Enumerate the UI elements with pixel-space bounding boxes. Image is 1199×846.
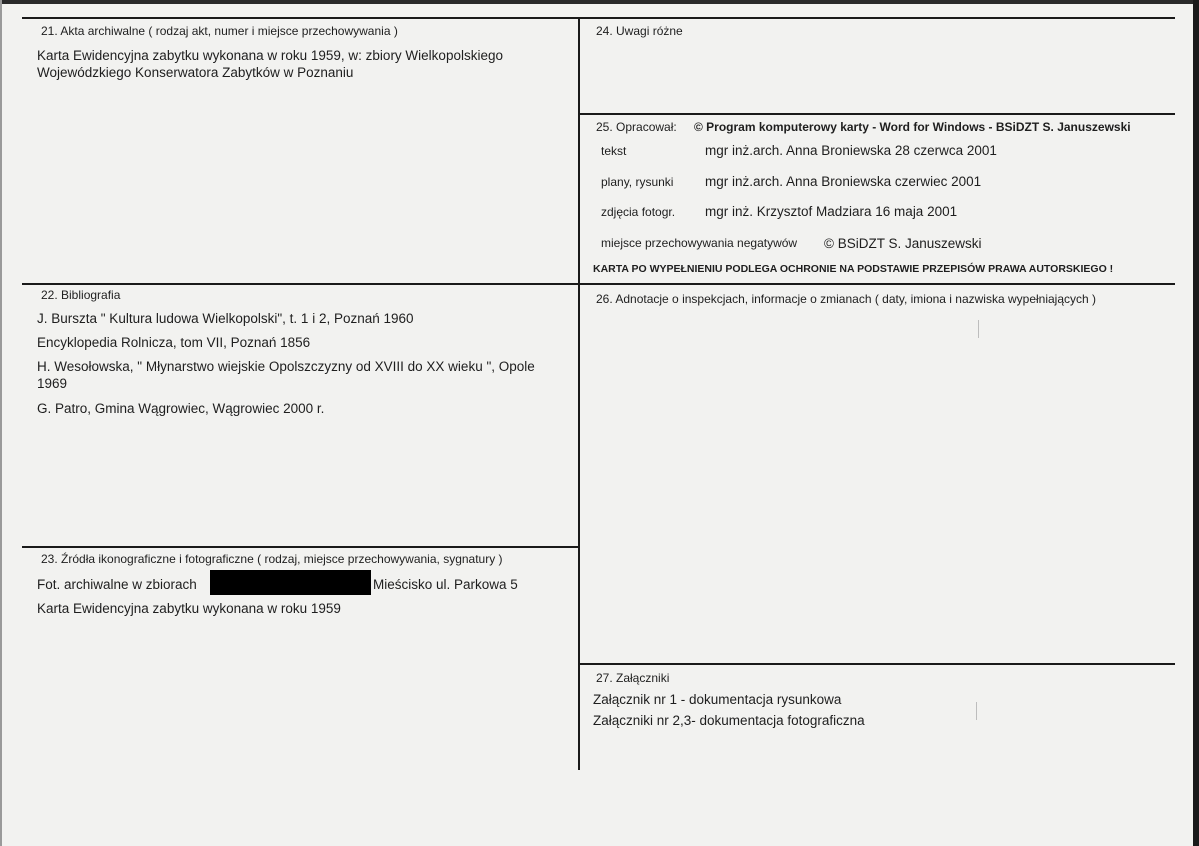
section-21-text-line1: Karta Ewidencyjna zabytku wykonana w roku 1959, w: zbiory Wielkopolskiego [37,48,503,63]
scan-edge-left [0,0,2,846]
row-value-text: mgr inż.arch. Anna Broniewska 28 czerwca 2001 [705,143,997,158]
section-24-label: 24. Uwagi różne [596,24,683,38]
row-value-negatives: © BSiDZT S. Januszewski [824,236,982,251]
row-key-photos: zdjęcia fotogr. [601,205,676,219]
row-key-plans: plany, rysunki [601,175,674,189]
section-26-label: 26. Adnotacje o inspekcjach, informacje o zmianach ( daty, imiona i nazwiska wypełniających ) [596,292,1097,306]
attachment-item: Załącznik nr 1 - dokumentacja rysunkowa [593,692,842,707]
rule-26-27 [579,663,1175,665]
section-22-label: 22. Bibliografia [41,288,121,302]
section-23-text-suffix: Mieścisko ul. Parkowa 5 [373,577,518,592]
rule-22-23 [22,546,579,548]
copyright-notice: KARTA PO WYPEŁNIENIU PODLEGA OCHRONIE NA PODSTAWIE PRZEPISÓW PRAWA AUTORSKIEGO ! [593,263,1114,275]
bibliography-item: J. Burszta " Kultura ludowa Wielkopolski", t. 1 i 2, Poznań 1960 [37,311,414,326]
rule-21-22 [22,283,1175,285]
row-value-photos: mgr inż. Krzysztof Madziara 16 maja 2001 [705,204,958,219]
rule-center-vertical [578,17,580,770]
bibliography-item: G. Patro, Gmina Wągrowiec, Wągrowiec 2000 r. [37,401,325,416]
row-key-negatives: miejsce przechowywania negatywów [601,236,798,250]
section-21-label: 21. Akta archiwalne ( rodzaj akt, numer i miejsce przechowywania ) [41,24,398,38]
section-21-text-line2: Wojewódzkiego Konserwatora Zabytków w Poznaniu [37,65,354,80]
redaction-box [210,570,371,595]
row-value-plans: mgr inż.arch. Anna Broniewska czerwiec 2001 [705,174,982,189]
program-copyright: © Program komputerowy karty - Word for Windows - BSiDZT S. Januszewski [694,120,1131,134]
bibliography-item: Encyklopedia Rolnicza, tom VII, Poznań 1856 [37,335,311,350]
rule-top [22,17,1175,19]
scan-edge-right [1193,0,1199,846]
section-25-label: 25. Opracował: [596,120,677,134]
section-23-label: 23. Źródła ikonograficzne i fotograficzne ( rodzaj, miejsce przechowywania, sygnatury ) [41,552,503,566]
scan-mark [976,702,977,720]
row-key-text: tekst [601,144,627,158]
bibliography-item: 1969 [37,376,68,391]
scan-edge-top [0,0,1199,4]
bibliography-item: H. Wesołowska, " Młynarstwo wiejskie Opolszczyzny od XVIII do XX wieku ", Opole [37,359,535,374]
section-23-text-line2: Karta Ewidencyjna zabytku wykonana w roku 1959 [37,601,341,616]
attachment-item: Załączniki nr 2,3- dokumentacja fotograficzna [593,713,865,728]
rule-24-25 [579,113,1175,115]
scan-mark [978,320,979,338]
section-27-label: 27. Załączniki [596,671,670,685]
section-23-text-prefix: Fot. archiwalne w zbiorach [37,577,197,592]
